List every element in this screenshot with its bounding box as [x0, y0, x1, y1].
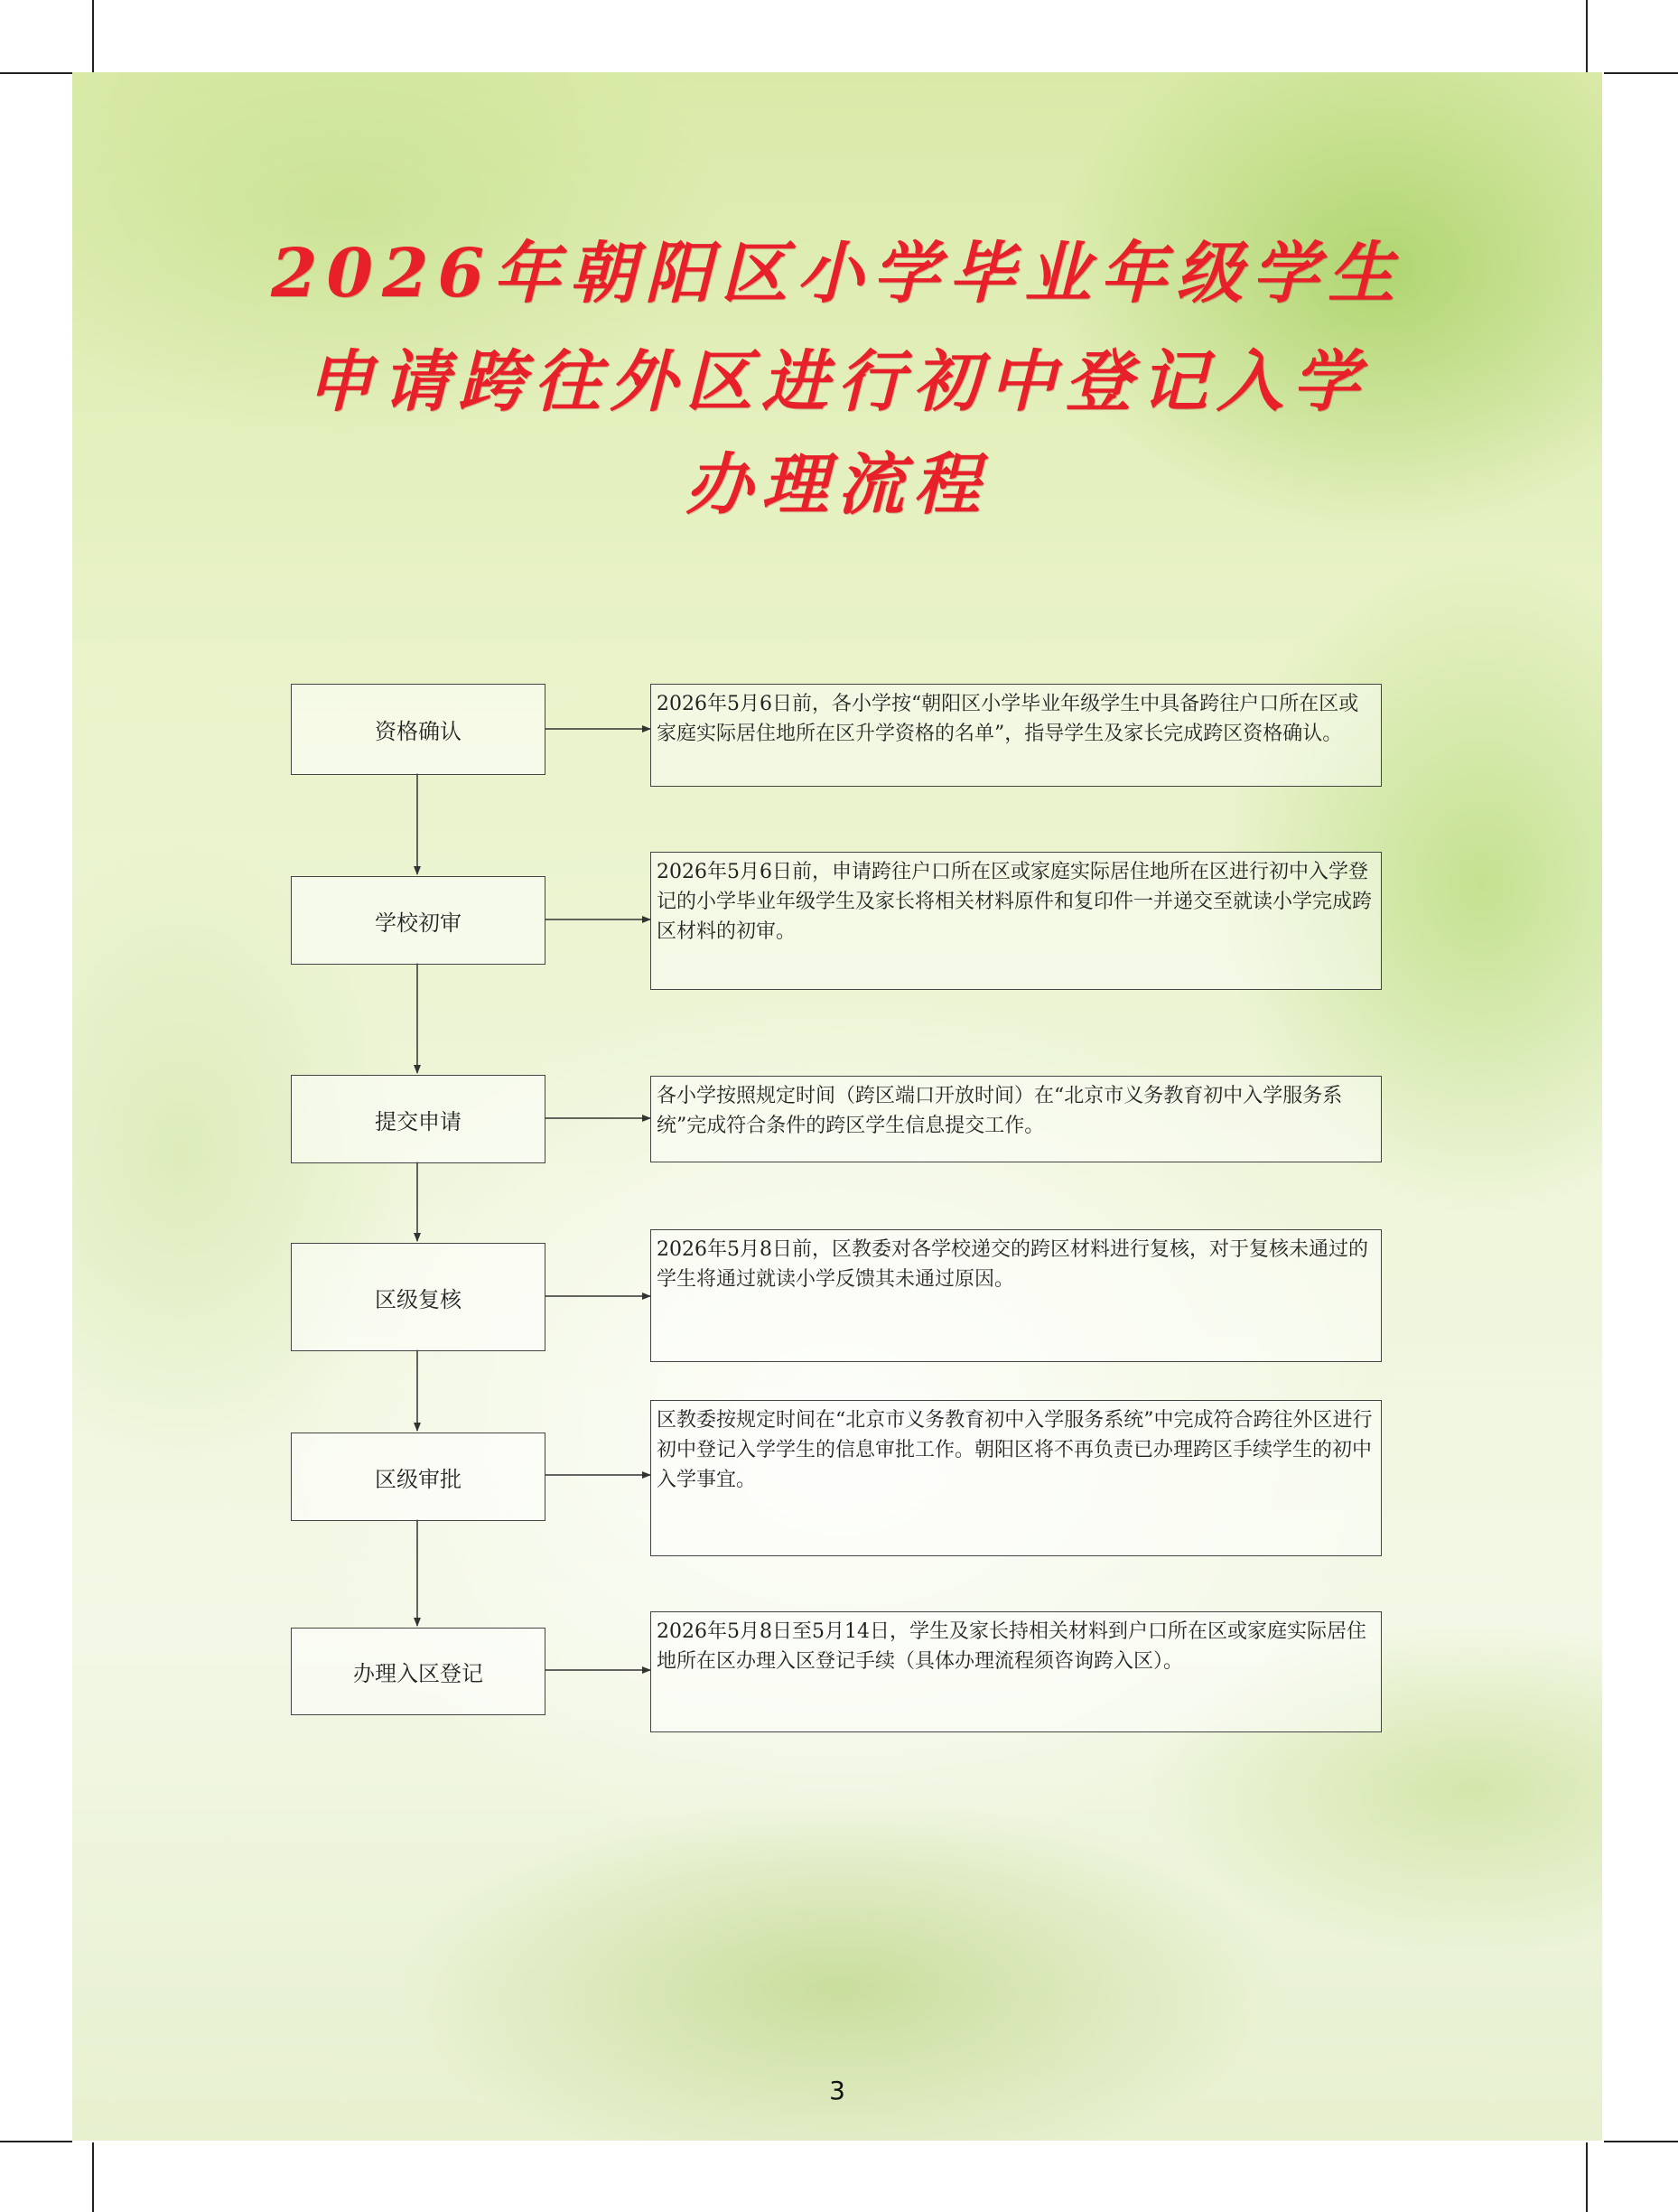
- step-label: 学校初审: [375, 910, 461, 936]
- step-description: 2026年5月6日前，各小学按“朝阳区小学毕业年级学生中具备跨往户口所在区或家庭实际居住地所在区升学资格的名单”，指导学生及家长完成跨区资格确认。: [650, 684, 1382, 787]
- crop-mark: [92, 2142, 94, 2212]
- crop-mark: [1586, 2142, 1588, 2212]
- step-label: 资格确认: [375, 719, 461, 744]
- title-line-3: 办理流程: [685, 446, 989, 524]
- step-label: 区级审批: [375, 1466, 461, 1492]
- step-label: 办理入区登记: [353, 1661, 483, 1686]
- step-description: 2026年5月8日前，区教委对各学校递交的跨区材料进行复核，对于复核未通过的学生将通过就读小学反馈其未通过原因。: [650, 1229, 1382, 1362]
- step-box-school-review: [291, 876, 545, 965]
- step-box-district-recheck: [291, 1243, 545, 1351]
- step-box-submit: [291, 1075, 545, 1163]
- step-label: 区级复核: [375, 1286, 461, 1312]
- step-box-qualification: [291, 684, 545, 775]
- page-sheet: [72, 72, 1602, 2141]
- step-description: 各小学按照规定时间（跨区端口开放时间）在“北京市义务教育初中入学服务系统”完成符合条件的跨区学生信息提交工作。: [650, 1076, 1382, 1162]
- step-description: 2026年5月8日至5月14日，学生及家长持相关材料到户口所在区或家庭实际居住地所在区办理入区登记手续（具体办理流程须咨询跨入区）。: [650, 1611, 1382, 1732]
- title-line-1: 2026年朝阳区小学毕业年级学生: [271, 235, 1403, 313]
- crop-mark: [1604, 2141, 1678, 2142]
- crop-mark: [1586, 0, 1588, 72]
- crop-mark: [0, 2141, 72, 2142]
- crop-mark: [0, 72, 72, 74]
- step-label: 提交申请: [375, 1108, 461, 1134]
- page-number: 3: [829, 2076, 845, 2105]
- step-description: 区教委按规定时间在“北京市义务教育初中入学服务系统”中完成符合跨往外区进行初中登记入学学生的信息审批工作。朝阳区将不再负责已办理跨区手续学生的初中入学事宜。: [650, 1400, 1382, 1556]
- crop-mark: [92, 0, 94, 72]
- title-line-2: 申请跨往外区进行初中登记入学: [306, 343, 1368, 421]
- crop-mark: [1604, 72, 1678, 74]
- step-box-district-approval: [291, 1433, 545, 1521]
- step-description: 2026年5月6日前，申请跨往户口所在区或家庭实际居住地所在区进行初中入学登记的小学毕业年级学生及家长将相关材料原件和复印件一并递交至就读小学完成跨区材料的初审。: [650, 852, 1382, 990]
- step-box-registration: [291, 1628, 545, 1715]
